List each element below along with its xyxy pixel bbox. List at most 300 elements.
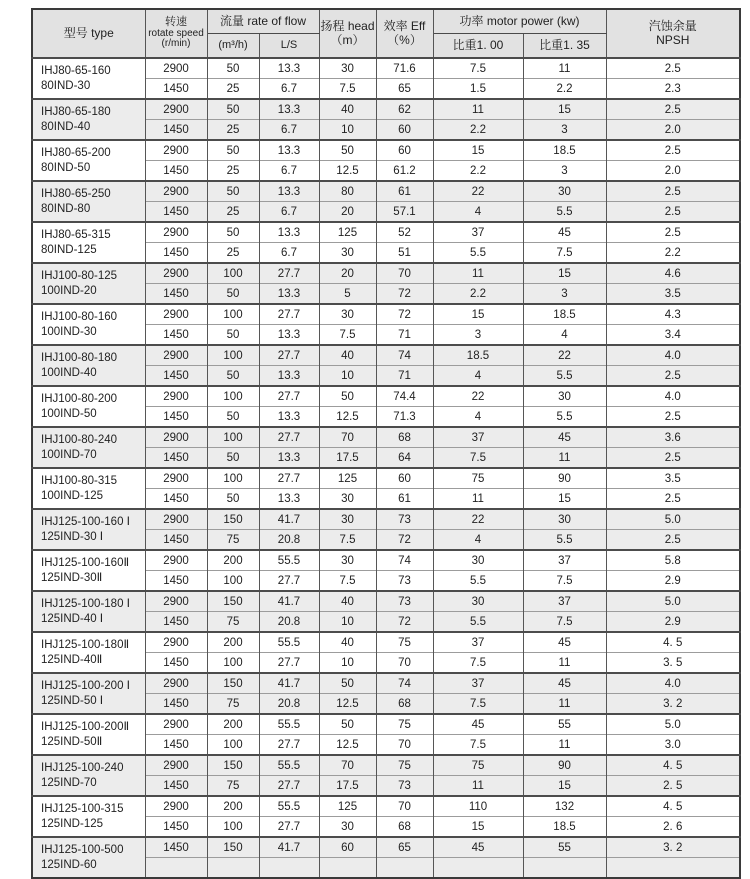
- data-cell: [207, 858, 259, 879]
- model-ind-label: 80IND-30: [41, 79, 91, 92]
- data-cell: 45: [523, 632, 606, 653]
- data-cell: 3.4: [606, 325, 740, 346]
- data-cell: 75: [207, 612, 259, 633]
- data-cell: 1450: [145, 243, 207, 264]
- data-cell: 1.5: [433, 79, 523, 100]
- data-cell: 5.5: [433, 571, 523, 592]
- data-cell: 45: [433, 837, 523, 858]
- data-cell: 45: [433, 714, 523, 735]
- data-cell: 30: [433, 591, 523, 612]
- header-cell-npsh: [606, 9, 740, 58]
- data-cell: 72: [376, 284, 433, 305]
- data-cell: 4. 5: [606, 632, 740, 653]
- data-cell: 51: [376, 243, 433, 264]
- data-cell: 3: [523, 120, 606, 141]
- data-cell: 2900: [145, 632, 207, 653]
- model-cell: [32, 509, 145, 550]
- header-cell-sg100: 比重1. 00: [433, 34, 523, 59]
- data-cell: 150: [207, 755, 259, 776]
- data-cell: 4. 5: [606, 796, 740, 817]
- data-cell: 15: [523, 99, 606, 120]
- data-cell: 25: [207, 120, 259, 141]
- data-cell: 37: [433, 427, 523, 448]
- data-cell: 70: [376, 796, 433, 817]
- model-cell: [32, 427, 145, 468]
- data-cell: 68: [376, 427, 433, 448]
- data-cell: 70: [376, 653, 433, 674]
- model-cell: [32, 181, 145, 222]
- data-cell: 3.5: [606, 284, 740, 305]
- model-type-label: IHJ100-80-315: [41, 474, 118, 487]
- data-cell: 2.2: [433, 120, 523, 141]
- header-eff-label: 效率 Eff: [383, 19, 426, 34]
- data-cell: 100: [207, 345, 259, 366]
- data-cell: 7.5: [523, 612, 606, 633]
- model-ind-label: 100IND-20: [41, 284, 97, 297]
- data-cell: 27.7: [259, 817, 319, 838]
- data-cell: 50: [319, 140, 376, 161]
- data-cell: 1450: [145, 202, 207, 223]
- data-cell: 3: [523, 161, 606, 182]
- data-cell: 73: [376, 509, 433, 530]
- data-cell: 27.7: [259, 571, 319, 592]
- model-type-label: IHJ125-100-315: [41, 802, 124, 815]
- data-cell: 13.3: [259, 181, 319, 202]
- model-ind-label: 100IND-50: [41, 407, 97, 420]
- model-type-label: IHJ125-100-200Ⅱ: [41, 720, 130, 733]
- data-cell: 73: [376, 571, 433, 592]
- data-cell: 100: [207, 427, 259, 448]
- data-cell: 10: [319, 120, 376, 141]
- data-cell: 1450: [145, 120, 207, 141]
- model-ind-label: 125IND-50Ⅱ: [41, 735, 103, 748]
- data-cell: 1450: [145, 735, 207, 756]
- model-type-label: IHJ80-65-160: [41, 64, 111, 77]
- data-cell: 6.7: [259, 243, 319, 264]
- header-cell-sg135: 比重1. 35: [523, 34, 606, 59]
- table-row: [32, 796, 740, 817]
- data-cell: 2. 5: [606, 776, 740, 797]
- data-cell: 10: [319, 653, 376, 674]
- data-cell: 5.5: [433, 243, 523, 264]
- data-cell: 22: [523, 345, 606, 366]
- data-cell: 2.2: [523, 79, 606, 100]
- header-head-label: 扬程 head: [320, 19, 375, 34]
- model-ind-label: 100IND-30: [41, 325, 97, 338]
- data-cell: 71: [376, 366, 433, 387]
- data-cell: 2.5: [606, 140, 740, 161]
- data-cell: 7.5: [433, 653, 523, 674]
- table-row: [32, 99, 740, 120]
- data-cell: 40: [319, 345, 376, 366]
- model-type-label: IHJ80-65-180: [41, 105, 111, 118]
- data-cell: 7.5: [523, 571, 606, 592]
- data-cell: 75: [433, 755, 523, 776]
- data-cell: 50: [207, 366, 259, 387]
- data-cell: 27.7: [259, 345, 319, 366]
- data-cell: 2.5: [606, 181, 740, 202]
- data-cell: 61: [376, 489, 433, 510]
- data-cell: 71: [376, 325, 433, 346]
- data-cell: 4.0: [606, 386, 740, 407]
- data-cell: 11: [523, 694, 606, 715]
- data-cell: 52: [376, 222, 433, 243]
- data-cell: 13.3: [259, 407, 319, 428]
- data-cell: 25: [207, 79, 259, 100]
- model-ind-label: 80IND-40: [41, 120, 91, 133]
- data-cell: 2900: [145, 796, 207, 817]
- model-cell: [32, 632, 145, 673]
- data-cell: 30: [523, 386, 606, 407]
- table-row: [32, 263, 740, 284]
- data-cell: 74.4: [376, 386, 433, 407]
- header-npsh-en: NPSH: [656, 32, 690, 47]
- data-cell: 2.5: [606, 222, 740, 243]
- data-cell: 1450: [145, 366, 207, 387]
- model-type-label: IHJ100-80-160: [41, 310, 118, 323]
- data-cell: 55: [523, 837, 606, 858]
- header-cell-flow-ls: L/S: [259, 34, 319, 59]
- data-cell: 5.5: [523, 202, 606, 223]
- data-cell: 45: [523, 222, 606, 243]
- model-cell: [32, 714, 145, 755]
- data-cell: 150: [207, 837, 259, 858]
- data-cell: 150: [207, 673, 259, 694]
- data-cell: 2900: [145, 509, 207, 530]
- data-cell: 18.5: [523, 304, 606, 325]
- data-cell: 15: [523, 263, 606, 284]
- data-cell: 100: [207, 735, 259, 756]
- data-cell: 15: [433, 304, 523, 325]
- model-ind-label: 125IND-125: [41, 817, 104, 830]
- data-cell: 2.0: [606, 120, 740, 141]
- data-cell: 4: [433, 366, 523, 387]
- model-cell: [32, 222, 145, 263]
- data-cell: 71.3: [376, 407, 433, 428]
- data-cell: 7.5: [433, 694, 523, 715]
- data-cell: 15: [433, 817, 523, 838]
- data-cell: 50: [207, 325, 259, 346]
- data-cell: 200: [207, 550, 259, 571]
- model-type-label: IHJ125-100-160 Ⅰ: [41, 515, 131, 528]
- data-cell: 1450: [145, 325, 207, 346]
- data-cell: 27.7: [259, 653, 319, 674]
- data-cell: 75: [207, 694, 259, 715]
- data-cell: 17.5: [319, 448, 376, 469]
- data-cell: 27.7: [259, 468, 319, 489]
- data-cell: 1450: [145, 694, 207, 715]
- data-cell: 15: [523, 776, 606, 797]
- data-cell: 72: [376, 612, 433, 633]
- model-cell: [32, 345, 145, 386]
- data-cell: 75: [376, 632, 433, 653]
- data-cell: 100: [207, 817, 259, 838]
- data-cell: 10: [319, 612, 376, 633]
- data-cell: 30: [523, 509, 606, 530]
- data-cell: 30: [319, 243, 376, 264]
- table-row: [32, 386, 740, 407]
- data-cell: 50: [207, 222, 259, 243]
- data-cell: 125: [319, 468, 376, 489]
- data-cell: 2. 6: [606, 817, 740, 838]
- data-cell: 50: [207, 99, 259, 120]
- data-cell: 61: [376, 181, 433, 202]
- data-cell: 20: [319, 263, 376, 284]
- data-cell: 41.7: [259, 673, 319, 694]
- data-cell: 25: [207, 243, 259, 264]
- data-cell: 70: [319, 427, 376, 448]
- data-cell: 2900: [145, 345, 207, 366]
- data-cell: 13.3: [259, 140, 319, 161]
- data-cell: 4.0: [606, 345, 740, 366]
- data-cell: 200: [207, 796, 259, 817]
- spec-table-header: [32, 9, 740, 58]
- data-cell: 18.5: [433, 345, 523, 366]
- model-cell: [32, 550, 145, 591]
- model-type-label: IHJ125-100-180 Ⅰ: [41, 597, 131, 610]
- data-cell: 68: [376, 817, 433, 838]
- data-cell: 37: [523, 591, 606, 612]
- data-cell: 5.5: [433, 612, 523, 633]
- spec-table: [31, 8, 741, 879]
- header-row-1: [32, 9, 740, 34]
- model-ind-label: 100IND-70: [41, 448, 97, 461]
- data-cell: 50: [207, 489, 259, 510]
- data-cell: 11: [433, 263, 523, 284]
- data-cell: 150: [207, 509, 259, 530]
- header-cell-type: [32, 9, 145, 58]
- data-cell: 27.7: [259, 735, 319, 756]
- data-cell: 12.5: [319, 735, 376, 756]
- data-cell: 20.8: [259, 694, 319, 715]
- data-cell: 12.5: [319, 407, 376, 428]
- data-cell: 20.8: [259, 612, 319, 633]
- model-cell: [32, 796, 145, 837]
- data-cell: 55.5: [259, 755, 319, 776]
- data-cell: 4.3: [606, 304, 740, 325]
- data-cell: 75: [207, 776, 259, 797]
- data-cell: 3. 2: [606, 694, 740, 715]
- data-cell: 27.7: [259, 304, 319, 325]
- data-cell: 55.5: [259, 714, 319, 735]
- data-cell: 20.8: [259, 530, 319, 551]
- data-cell: 4: [433, 530, 523, 551]
- data-cell: 1450: [145, 79, 207, 100]
- data-cell: 110: [433, 796, 523, 817]
- data-cell: 2900: [145, 99, 207, 120]
- data-cell: 100: [207, 653, 259, 674]
- data-cell: 60: [376, 140, 433, 161]
- data-cell: 25: [207, 161, 259, 182]
- data-cell: 2900: [145, 386, 207, 407]
- data-cell: 50: [207, 284, 259, 305]
- data-cell: 30: [319, 304, 376, 325]
- data-cell: 13.3: [259, 222, 319, 243]
- data-cell: 41.7: [259, 591, 319, 612]
- model-ind-label: 125IND-50 Ⅰ: [41, 694, 104, 707]
- data-cell: 13.3: [259, 366, 319, 387]
- data-cell: 30: [523, 181, 606, 202]
- model-cell: [32, 263, 145, 304]
- header-head-unit: （m）: [330, 32, 365, 47]
- data-cell: 2.5: [606, 530, 740, 551]
- header-cell-flow-m3h: (m³/h): [207, 34, 259, 59]
- data-cell: 22: [433, 386, 523, 407]
- data-cell: 3. 5: [606, 653, 740, 674]
- data-cell: 7.5: [433, 448, 523, 469]
- model-type-label: IHJ125-100-200 Ⅰ: [41, 679, 131, 692]
- data-cell: 17.5: [319, 776, 376, 797]
- model-type-label: IHJ125-100-160Ⅱ: [41, 556, 130, 569]
- data-cell: 90: [523, 468, 606, 489]
- model-cell: [32, 837, 145, 878]
- model-type-label: IHJ100-80-240: [41, 433, 118, 446]
- data-cell: 27.7: [259, 386, 319, 407]
- data-cell: 61.2: [376, 161, 433, 182]
- data-cell: 30: [319, 817, 376, 838]
- data-cell: 100: [207, 571, 259, 592]
- model-cell: [32, 304, 145, 345]
- data-cell: 2900: [145, 468, 207, 489]
- data-cell: 2900: [145, 58, 207, 79]
- model-ind-label: 80IND-80: [41, 202, 91, 215]
- data-cell: 50: [207, 407, 259, 428]
- data-cell: 7.5: [433, 58, 523, 79]
- data-cell: 74: [376, 550, 433, 571]
- model-cell: [32, 140, 145, 181]
- table-row: [32, 714, 740, 735]
- table-row: [32, 755, 740, 776]
- data-cell: 55.5: [259, 550, 319, 571]
- data-cell: 132: [523, 796, 606, 817]
- model-type-label: IHJ80-65-315: [41, 228, 111, 241]
- data-cell: 2.5: [606, 58, 740, 79]
- data-cell: 3.0: [606, 735, 740, 756]
- data-cell: 90: [523, 755, 606, 776]
- data-cell: 30: [319, 550, 376, 571]
- data-cell: 75: [433, 468, 523, 489]
- data-cell: 6.7: [259, 79, 319, 100]
- data-cell: 74: [376, 673, 433, 694]
- data-cell: 6.7: [259, 161, 319, 182]
- data-cell: 50: [207, 140, 259, 161]
- table-row: [32, 468, 740, 489]
- header-eff-unit: （%）: [387, 32, 422, 47]
- header-speed-en: rotate speed: [148, 27, 204, 39]
- model-ind-label: 125IND-40 Ⅰ: [41, 612, 104, 625]
- data-cell: [433, 858, 523, 879]
- model-ind-label: 80IND-50: [41, 161, 91, 174]
- model-cell: [32, 386, 145, 427]
- data-cell: 13.3: [259, 325, 319, 346]
- data-cell: 100: [207, 304, 259, 325]
- data-cell: 55: [523, 714, 606, 735]
- data-cell: 70: [376, 263, 433, 284]
- header-type-label: 型号 type: [63, 25, 114, 40]
- data-cell: 5.0: [606, 509, 740, 530]
- data-cell: 37: [433, 673, 523, 694]
- data-cell: 75: [376, 714, 433, 735]
- data-cell: 10: [319, 366, 376, 387]
- data-cell: 71.6: [376, 58, 433, 79]
- model-type-label: IHJ100-80-180: [41, 351, 118, 364]
- data-cell: 13.3: [259, 284, 319, 305]
- data-cell: 1450: [145, 817, 207, 838]
- data-cell: [145, 858, 207, 879]
- data-cell: 100: [207, 263, 259, 284]
- data-cell: 55.5: [259, 632, 319, 653]
- table-row: [32, 509, 740, 530]
- data-cell: 62: [376, 99, 433, 120]
- model-cell: [32, 99, 145, 140]
- data-cell: 125: [319, 222, 376, 243]
- data-cell: 2900: [145, 222, 207, 243]
- model-ind-label: 125IND-30 Ⅰ: [41, 530, 104, 543]
- data-cell: 2900: [145, 591, 207, 612]
- data-cell: 2900: [145, 427, 207, 448]
- data-cell: 11: [523, 653, 606, 674]
- table-row: [32, 58, 740, 79]
- data-cell: 11: [523, 58, 606, 79]
- data-cell: 5: [319, 284, 376, 305]
- model-ind-label: 125IND-40Ⅱ: [41, 653, 103, 666]
- data-cell: 60: [376, 468, 433, 489]
- table-row: [32, 222, 740, 243]
- table-row: [32, 345, 740, 366]
- data-cell: 150: [207, 591, 259, 612]
- data-cell: 2900: [145, 550, 207, 571]
- data-cell: 1450: [145, 653, 207, 674]
- data-cell: 37: [433, 632, 523, 653]
- data-cell: 55.5: [259, 796, 319, 817]
- table-row: [32, 550, 740, 571]
- data-cell: 27.7: [259, 427, 319, 448]
- data-cell: 41.7: [259, 509, 319, 530]
- data-cell: 2900: [145, 140, 207, 161]
- data-cell: 40: [319, 591, 376, 612]
- data-cell: 5.0: [606, 714, 740, 735]
- data-cell: 1450: [145, 530, 207, 551]
- data-cell: 100: [207, 386, 259, 407]
- data-cell: 5.5: [523, 407, 606, 428]
- data-cell: 37: [523, 550, 606, 571]
- data-cell: 11: [523, 448, 606, 469]
- data-cell: 5.5: [523, 530, 606, 551]
- data-cell: 2.0: [606, 161, 740, 182]
- data-cell: 2.9: [606, 571, 740, 592]
- data-cell: 41.7: [259, 837, 319, 858]
- data-cell: 25: [207, 202, 259, 223]
- data-cell: 64: [376, 448, 433, 469]
- header-npsh-cn: 汽蚀余量: [648, 19, 697, 34]
- data-cell: 2.5: [606, 489, 740, 510]
- data-cell: 4: [433, 407, 523, 428]
- model-type-label: IHJ125-100-500: [41, 843, 124, 856]
- data-cell: 3: [433, 325, 523, 346]
- data-cell: 2.5: [606, 366, 740, 387]
- model-type-label: IHJ80-65-200: [41, 146, 111, 159]
- data-cell: 75: [207, 530, 259, 551]
- data-cell: 3: [523, 284, 606, 305]
- data-cell: 200: [207, 714, 259, 735]
- data-cell: 50: [319, 386, 376, 407]
- model-ind-label: 100IND-125: [41, 489, 104, 502]
- data-cell: 3. 2: [606, 837, 740, 858]
- data-cell: 1450: [145, 448, 207, 469]
- data-cell: 80: [319, 181, 376, 202]
- header-cell-power: 功率 motor power (kw): [433, 9, 606, 34]
- data-cell: 125: [319, 796, 376, 817]
